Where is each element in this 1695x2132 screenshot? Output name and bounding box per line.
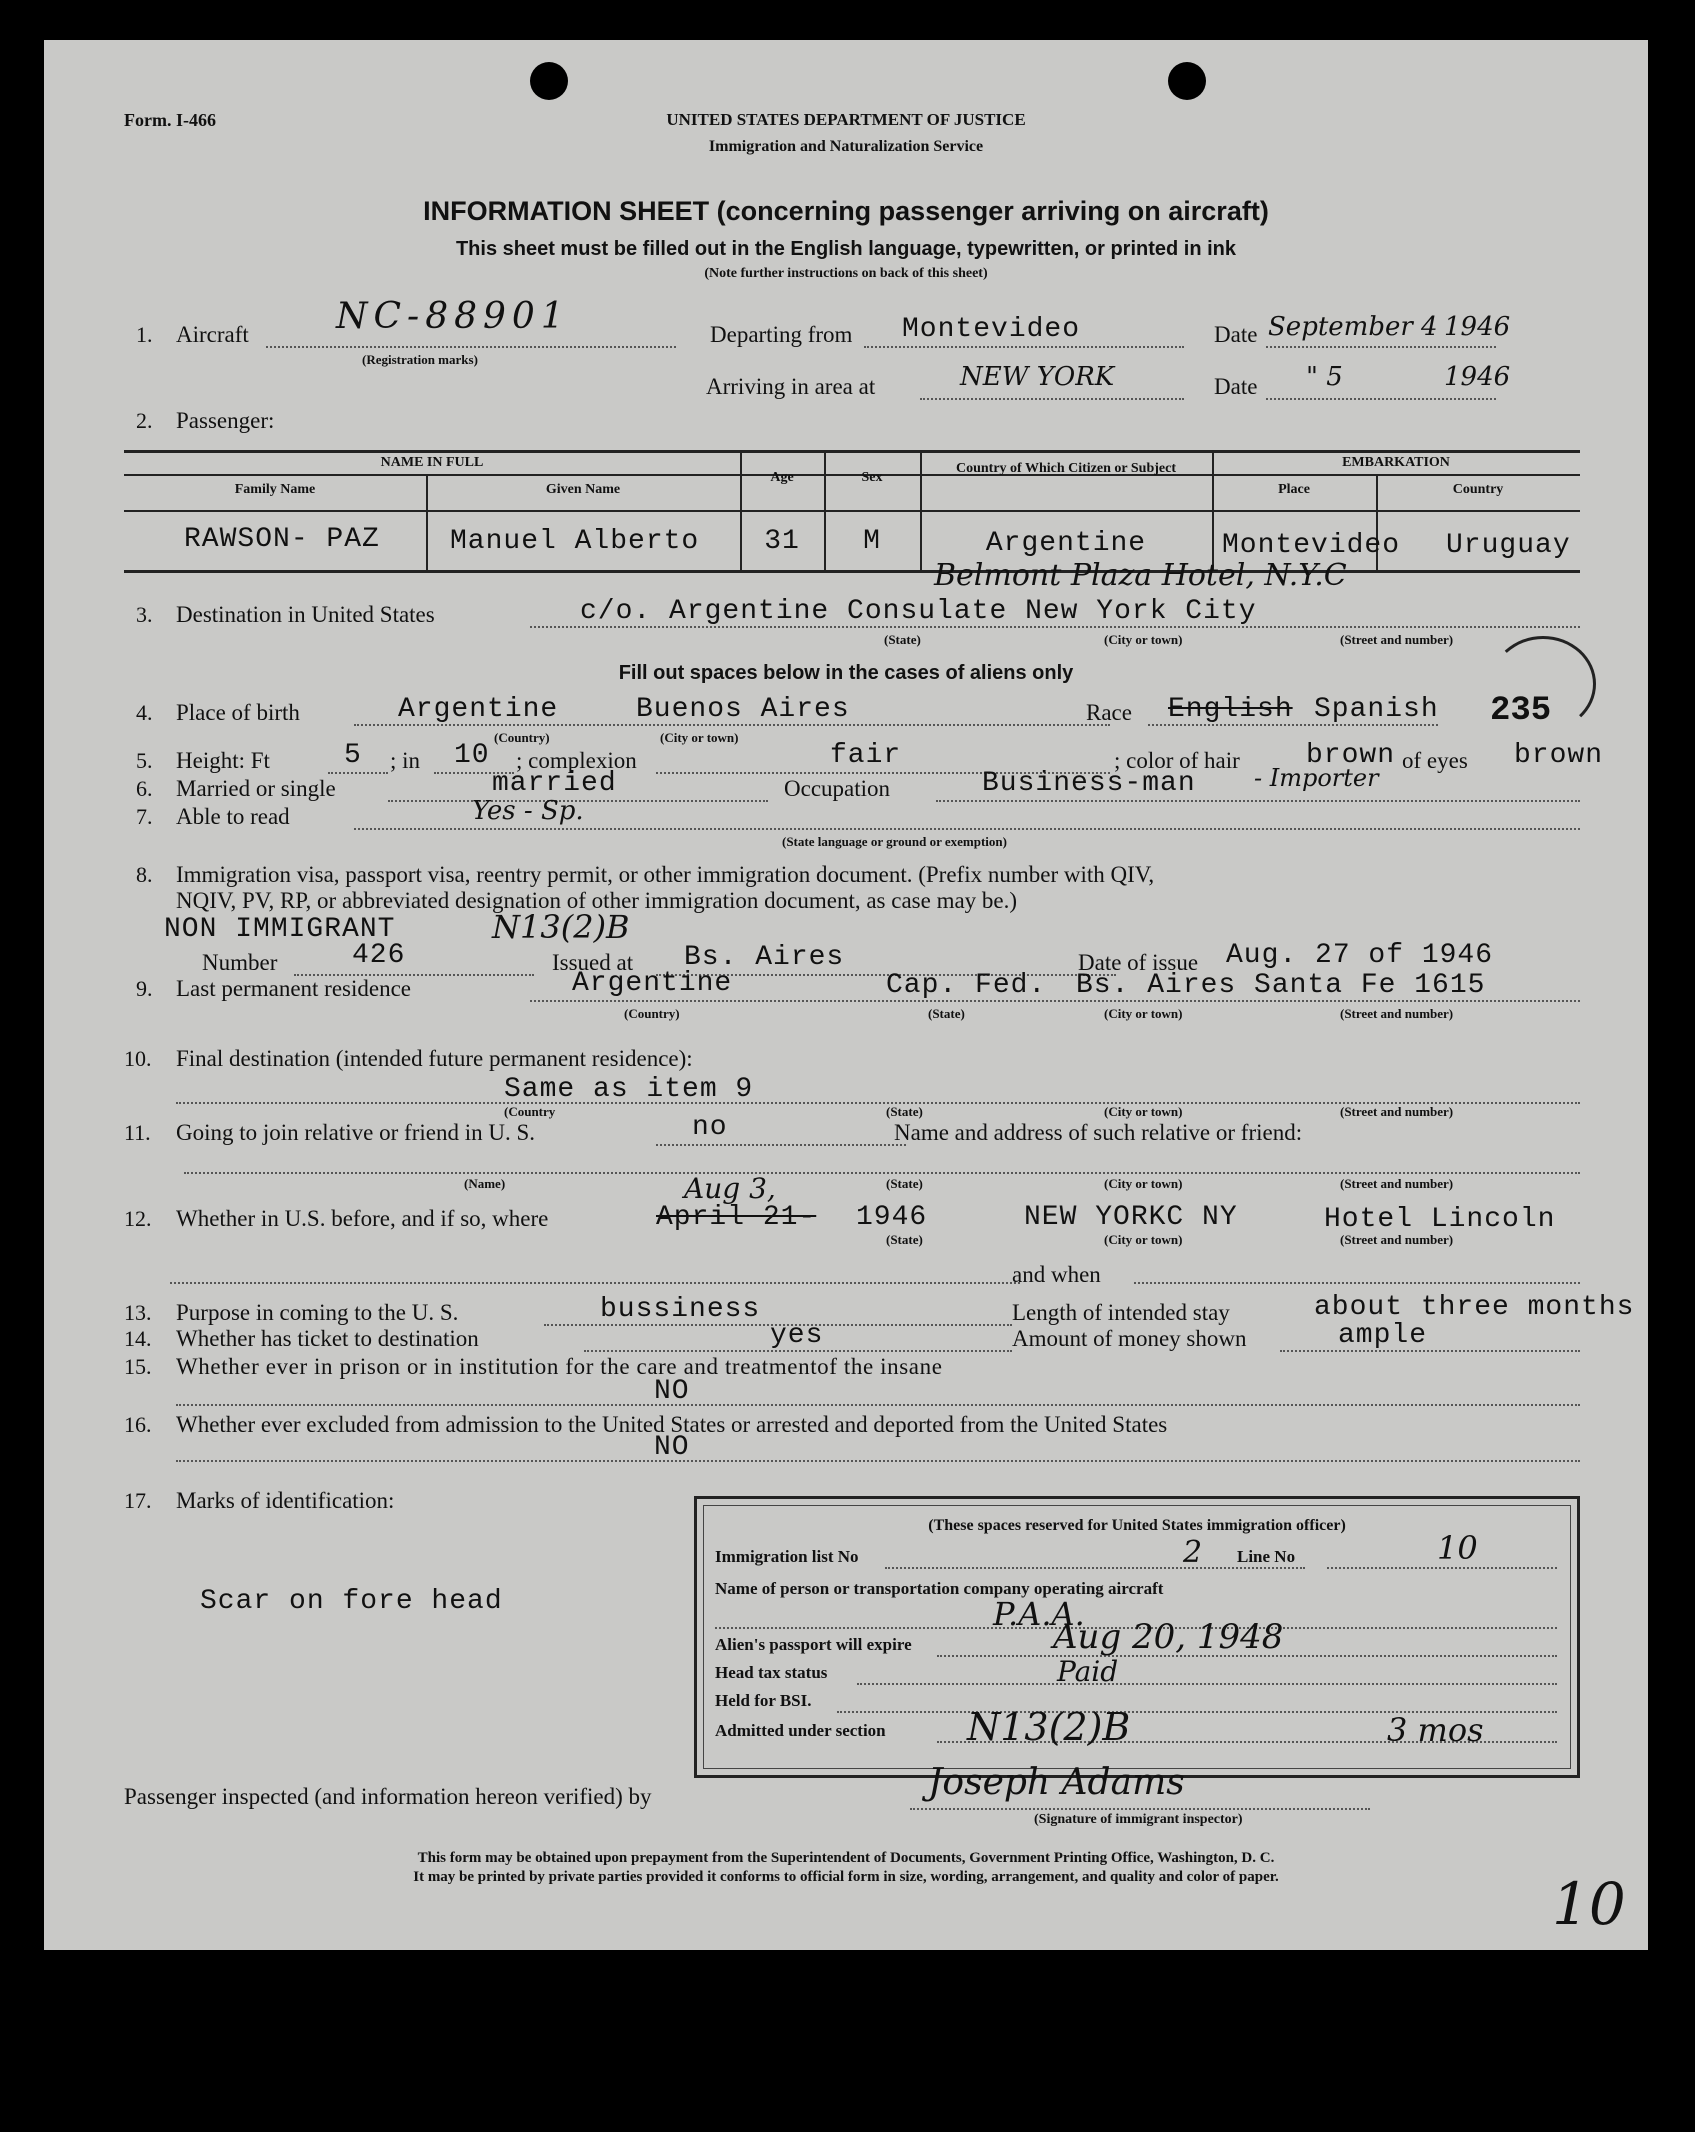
marital-value: married (492, 768, 617, 799)
dest-city-caption: (City or town) (1104, 632, 1183, 647)
item-7-number: 7. (136, 804, 153, 829)
previous-visit-street: Hotel Lincoln (1324, 1204, 1556, 1235)
residence-country-caption: (Country) (624, 1006, 680, 1021)
form-title: INFORMATION SHEET (concerning passenger arriving on aircraft) (423, 196, 1269, 226)
item-6-number: 6. (136, 776, 153, 801)
visa-doc-handwritten: N13(2)B (492, 908, 630, 946)
head-tax-value: Paid (1057, 1655, 1119, 1688)
departing-value: Montevideo (902, 314, 1081, 345)
residence-city-caption: (City or town) (1104, 1006, 1183, 1021)
punch-hole-left (530, 62, 568, 100)
aircraft-label: Aircraft (176, 322, 249, 347)
passenger-label: Passenger: (176, 408, 275, 433)
item-15-number: 15. (124, 1354, 152, 1379)
date-label: Date (1214, 322, 1258, 347)
margin-number: 235 (1490, 692, 1552, 730)
birth-city-caption: (City or town) (660, 730, 739, 745)
inches-label: ; in (390, 748, 421, 773)
birthplace-label: Place of birth (176, 700, 300, 725)
race-value: Spanish (1314, 694, 1439, 725)
money-label: Amount of money shown (1012, 1326, 1247, 1351)
item-5-number: 5. (136, 748, 153, 773)
purpose-value: bussiness (600, 1294, 761, 1325)
passport-expire-label: Alien's passport will expire (715, 1635, 912, 1654)
hair-value: brown (1306, 740, 1396, 771)
residence-country: Argentine (572, 968, 733, 999)
line-number-value: 10 (1437, 1529, 1478, 1567)
previous-visit-handwritten: Aug 3, (684, 1172, 776, 1205)
height-feet: 5 (344, 740, 362, 771)
embark-place-value: Montevideo (1222, 530, 1401, 561)
race-struck: English (1168, 694, 1293, 725)
dest-street-caption: (Street and number) (1340, 632, 1454, 647)
occupation-handwritten: - Importer (1254, 764, 1379, 792)
age-header: Age (770, 470, 794, 485)
previous-street-caption: (Street and number) (1340, 1232, 1454, 1247)
stay-label: Length of intended stay (1012, 1300, 1230, 1325)
immigration-list-value: 2 (1183, 1535, 1203, 1570)
dest-state-caption: (State) (884, 632, 921, 647)
inspector-signature: Joseph Adams (928, 1762, 1185, 1803)
race-label: Race (1086, 700, 1132, 725)
visa-number: 426 (352, 940, 406, 971)
residence-street-caption: (Street and number) (1340, 1006, 1454, 1021)
complexion-label: ; complexion (516, 748, 637, 773)
final-destination-label: Final destination (intended future permanent residence): (176, 1046, 693, 1071)
visa-text-1: Immigration visa, passport visa, reentry permit, or other immigration document. (Prefix number with QIV, (176, 862, 1155, 887)
read-label: Able to read (176, 804, 290, 829)
relative-state-caption: (State) (886, 1176, 923, 1191)
visa-doc-type: NON IMMIGRANT (164, 914, 396, 945)
residence-city-street: Bs. Aires Santa Fe 1615 (1076, 970, 1486, 1001)
company-value: P.A.A. (993, 1595, 1085, 1633)
arrival-date: " 5 (1306, 362, 1343, 392)
item-17-number: 17. (124, 1488, 152, 1513)
item-3-number: 3. (136, 602, 153, 627)
item-2-number: 2. (136, 408, 153, 433)
margin-mark (1490, 636, 1596, 732)
admitted-section-extra: 3 mos (1387, 1711, 1484, 1749)
officer-box-heading: (These spaces reserved for United States immigration officer) (928, 1517, 1346, 1534)
department-name: UNITED STATES DEPARTMENT OF JUSTICE (666, 110, 1026, 129)
embarkation-header: EMBARKATION (1342, 455, 1450, 470)
visa-text-2: NQIV, PV, RP, or abbreviated designation of other immigration document, as case may be.) (176, 888, 1018, 913)
visa-number-label: Number (202, 950, 278, 975)
registration-caption: (Registration marks) (362, 352, 478, 367)
relative-street-caption: (Street and number) (1340, 1176, 1454, 1191)
bsi-label: Held for BSI. (715, 1691, 812, 1710)
issued-at-value: Bs. Aires (684, 942, 845, 973)
service-name: Immigration and Naturalization Service (708, 138, 984, 155)
and-when-label: and when (1012, 1262, 1101, 1287)
place-header: Place (1278, 482, 1310, 497)
country-header: Country (1452, 482, 1504, 497)
relative-city-caption: (City or town) (1104, 1176, 1183, 1191)
embark-country-value: Uruguay (1446, 530, 1571, 561)
final-city-caption: (City or town) (1104, 1104, 1183, 1119)
occupation-label: Occupation (784, 776, 891, 801)
residence-state-caption: (State) (928, 1006, 965, 1021)
family-name-value: RAWSON- PAZ (184, 524, 380, 555)
issue-date-label: Date of issue (1078, 950, 1199, 975)
eyes-label: of eyes (1402, 748, 1468, 773)
prison-value: NO (654, 1376, 690, 1407)
occupation-value: Business-man (982, 768, 1196, 799)
head-tax-label: Head tax status (715, 1663, 828, 1682)
passport-expire-value: Aug 20, 1948 (1053, 1617, 1284, 1657)
residence-label: Last permanent residence (176, 976, 411, 1001)
read-value: Yes - Sp. (472, 796, 584, 826)
relative-value: no (692, 1112, 728, 1143)
arriving-label: Arriving in area at (706, 374, 876, 399)
item-13-number: 13. (124, 1300, 152, 1325)
final-country-caption: (Country (504, 1104, 556, 1119)
excluded-label: Whether ever excluded from admission to the United States or arrested and deported from the United States (176, 1412, 1168, 1437)
citizen-header: Country of Which Citizen or Subject (956, 461, 1176, 476)
residence-state: Cap. Fed. (886, 970, 1047, 1001)
birth-country-caption: (Country) (494, 730, 550, 745)
line-number-label: Line No (1237, 1547, 1296, 1566)
item-12-number: 12. (124, 1206, 152, 1231)
admitted-section-label: Admitted under section (715, 1721, 886, 1740)
previous-city-caption: (City or town) (1104, 1232, 1183, 1247)
form-number: Form. I-466 (124, 110, 216, 130)
final-destination-value: Same as item 9 (504, 1074, 754, 1105)
eyes-value: brown (1514, 740, 1604, 771)
sex-header: Sex (861, 470, 883, 485)
item-10-number: 10. (124, 1046, 152, 1071)
age-value: 31 (764, 526, 800, 557)
item-1-number: 1. (136, 322, 153, 347)
height-label: Height: Ft (176, 748, 270, 773)
punch-hole-right (1168, 62, 1206, 100)
signature-caption: (Signature of immigrant inspector) (1034, 1812, 1243, 1827)
ticket-value: yes (770, 1320, 824, 1351)
destination-label: Destination in United States (176, 602, 435, 627)
previous-visit-struck: April 21- (656, 1202, 817, 1233)
name-in-full-header: NAME IN FULL (380, 455, 484, 470)
destination-value: c/o. Argentine Consulate New York City (580, 596, 1257, 627)
date2-label: Date (1214, 374, 1258, 399)
issued-at-label: Issued at (552, 950, 634, 975)
final-state-caption: (State) (886, 1104, 923, 1119)
footer-line-1: This form may be obtained upon prepayment from the Superintendent of Documents, Government Printing Office, Washington, D. C. (417, 1850, 1275, 1866)
item-9-number: 9. (136, 976, 153, 1001)
relative-name-caption: (Name) (464, 1176, 506, 1191)
inspection-label: Passenger inspected (and information hereon verified) by (124, 1784, 652, 1809)
height-inches: 10 (454, 740, 490, 771)
language-instruction: This sheet must be filled out in the English language, typewritten, or printed in ink (455, 238, 1237, 260)
back-note: (Note further instructions on back of this sheet) (704, 266, 988, 281)
previous-visit-label: Whether in U.S. before, and if so, where (176, 1206, 549, 1231)
item-16-number: 16. (124, 1412, 152, 1437)
footer-line-2: It may be printed by private parties provided it conforms to official form in size, wording, arrangement, and quality and color of paper. (413, 1869, 1279, 1885)
money-value: ample (1338, 1320, 1428, 1351)
marital-label: Married or single (176, 776, 336, 801)
company-label: Name of person or transportation company operating aircraft (715, 1579, 1164, 1598)
item-11-number: 11. (124, 1120, 151, 1145)
previous-state-caption: (State) (886, 1232, 923, 1247)
birth-country-value: Argentine (398, 694, 559, 725)
sex-value: M (863, 526, 881, 557)
read-caption: (State language or ground or exemption) (782, 834, 1007, 849)
item-14-number: 14. (124, 1326, 152, 1351)
previous-visit-city: NEW YORKC NY (1024, 1202, 1238, 1233)
ticket-label: Whether has ticket to destination (176, 1326, 479, 1351)
destination-handwritten: Belmont Plaza Hotel, N.Y.C (934, 558, 1347, 593)
stay-value: about three months (1314, 1292, 1635, 1323)
officer-box (694, 1496, 1580, 1778)
given-name-value: Manuel Alberto (450, 526, 700, 557)
complexion-value: fair (830, 740, 902, 771)
arrival-year: 1946 (1444, 362, 1511, 392)
identification-label: Marks of identification: (176, 1488, 395, 1513)
item-8-number: 8. (136, 862, 153, 887)
identification-value: Scar on fore head (200, 1586, 503, 1617)
relative-label: Going to join relative or friend in U. S. (176, 1120, 535, 1145)
hair-label: ; color of hair (1114, 748, 1240, 773)
page-number: 10 (1552, 1870, 1626, 1938)
relative-name-label: Name and address of such relative or friend: (894, 1120, 1303, 1145)
excluded-value: NO (654, 1432, 690, 1463)
final-street-caption: (Street and number) (1340, 1104, 1454, 1119)
form-sheet (44, 40, 1648, 1950)
aircraft-registration: NC-88901 (336, 296, 570, 337)
given-name-header: Given Name (545, 482, 621, 497)
issue-date-value: Aug. 27 of 1946 (1226, 940, 1494, 971)
aliens-heading: Fill out spaces below in the cases of aliens only (618, 662, 1074, 684)
departure-date: September 4 (1268, 312, 1438, 342)
birth-city-value: Buenos Aires (636, 694, 850, 725)
admitted-section-value: N13(2)B (967, 1705, 1131, 1749)
citizen-value: Argentine (985, 528, 1147, 559)
item-4-number: 4. (136, 700, 153, 725)
departure-year: 1946 (1444, 312, 1511, 342)
previous-visit-year: 1946 (856, 1202, 928, 1233)
prison-label: Whether ever in prison or in institution for the care and treatmentof the insane (176, 1354, 943, 1379)
arriving-value: NEW YORK (960, 362, 1115, 392)
immigration-list-label: Immigration list No (715, 1547, 859, 1566)
purpose-label: Purpose in coming to the U. S. (176, 1300, 459, 1325)
departing-label: Departing from (710, 322, 853, 347)
family-name-header: Family Name (234, 482, 316, 497)
